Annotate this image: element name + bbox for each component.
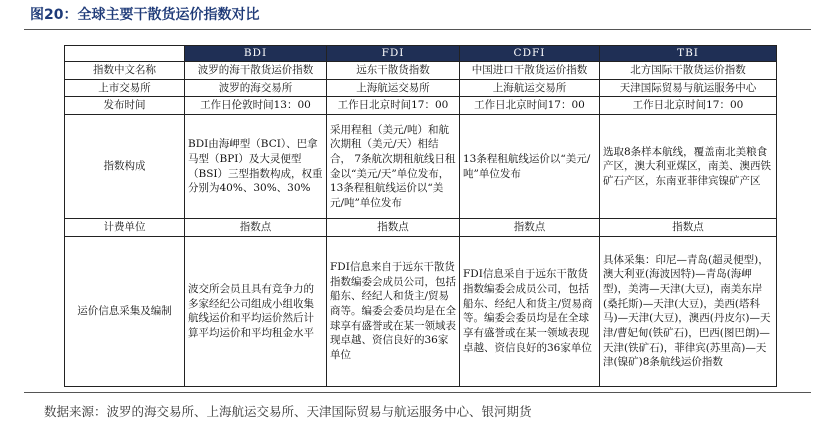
top-rule [24, 29, 811, 30]
row-label: 发布时间 [65, 97, 185, 115]
header-row [65, 46, 777, 62]
table-cell: 北方国际干散货运价指数 [600, 62, 777, 80]
table-cell: 工作日伦敦时间13：00 [185, 97, 327, 115]
table-cell: 天津国际贸易与航运服务中心 [600, 79, 777, 97]
row-label: 运价信息采集及编制 [65, 236, 185, 386]
table-cell: BDI由海岬型（BCI）、巴拿马型（BPI）及大灵便型（BSI）三型指数构成，权重分别为40%、30%、30% [185, 115, 327, 219]
source-note: 数据来源：波罗的海交易所、上海航运交易所、天津国际贸易与航运服务中心、银河期货 [44, 404, 532, 419]
table-row [65, 62, 777, 80]
table-cell: 工作日北京时间17：00 [327, 97, 460, 115]
row-label: 指数中文名称 [65, 62, 185, 80]
table-row [65, 97, 777, 115]
table-cell: 指数点 [460, 219, 600, 237]
header-blank [65, 46, 185, 62]
table-cell: FDI信息来自于远东干散货指数编委会成员公司，包括船东、经纪人和货主/贸易商等。编委会委员均是在全球享有盛誉或在某一领域表现卓越、资信良好的36家单位 [327, 236, 460, 386]
table-cell: 中国进口干散货运价指数 [460, 62, 600, 80]
table-row [65, 219, 777, 237]
table-cell: 选取8条样本航线，覆盖南北美粮食产区，澳大利亚煤区，南美、澳西铁矿石产区，东南亚菲律宾镍矿产区 [600, 115, 777, 219]
header-cdfi: CDFI [460, 46, 600, 62]
table-cell: 具体采集：印尼—青岛(超灵便型)，澳大利亚(海波因特)—青岛(海岬型)，美湾—天津(大豆)，南美东岸(桑托斯)—天津(大豆)，美西(塔科马)—天津(大豆)，澳西(丹皮尔)—天津/曹妃甸(铁矿石)，巴西(图巴朗)—天津(铁矿石)，菲律宾(苏里高)—天津(镍矿)8条航线运价指数 [600, 236, 777, 386]
index-comparison-table-container [64, 45, 776, 380]
table-cell: 远东干散货指数 [327, 62, 460, 80]
row-label: 指数构成 [65, 115, 185, 219]
table-cell: 采用程租（美元/吨）和航次期租（美元/天）相结合， 7条航次期租航线日租金以“美元/天”单位发布，13条程租航线运价以“美元/吨”单位发布 [327, 115, 460, 219]
table-cell: 工作日北京时间17：00 [460, 97, 600, 115]
table-row [65, 79, 777, 97]
row-label: 计费单位 [65, 219, 185, 237]
header-bdi: BDI [185, 46, 327, 62]
table-cell: 波罗的海交易所 [185, 79, 327, 97]
table-cell: FDI信息采自于远东干散货指数编委会成员公司，包括船东、经纪人和货主/贸易商等。编委会委员均是在全球享有盛誉或在某一领域表现卓越、资信良好的36家单位 [460, 236, 600, 386]
table-cell: 上海航运交易所 [327, 79, 460, 97]
index-comparison-table [64, 45, 777, 387]
table-row [65, 236, 777, 386]
table-cell: 波交所会员且具有竞争力的多家经纪公司组成小组收集航线运价和平均运价然后计算平均运价和平均租金水平 [185, 236, 327, 386]
table-row [65, 115, 777, 219]
header-fdi: FDI [327, 46, 460, 62]
table-cell: 指数点 [600, 219, 777, 237]
table-cell: 指数点 [185, 219, 327, 237]
table-cell: 波罗的海干散货运价指数 [185, 62, 327, 80]
bottom-rule [24, 392, 811, 393]
table-cell: 工作日北京时间17：00 [600, 97, 777, 115]
table-cell: 上海航运交易所 [460, 79, 600, 97]
figure-title: 图20：全球主要干散货运价指数对比 [30, 7, 260, 23]
table-cell: 13条程租航线运价以“美元/吨”单位发布 [460, 115, 600, 219]
header-tbi: TBI [600, 46, 777, 62]
row-label: 上市交易所 [65, 79, 185, 97]
table-cell: 指数点 [327, 219, 460, 237]
